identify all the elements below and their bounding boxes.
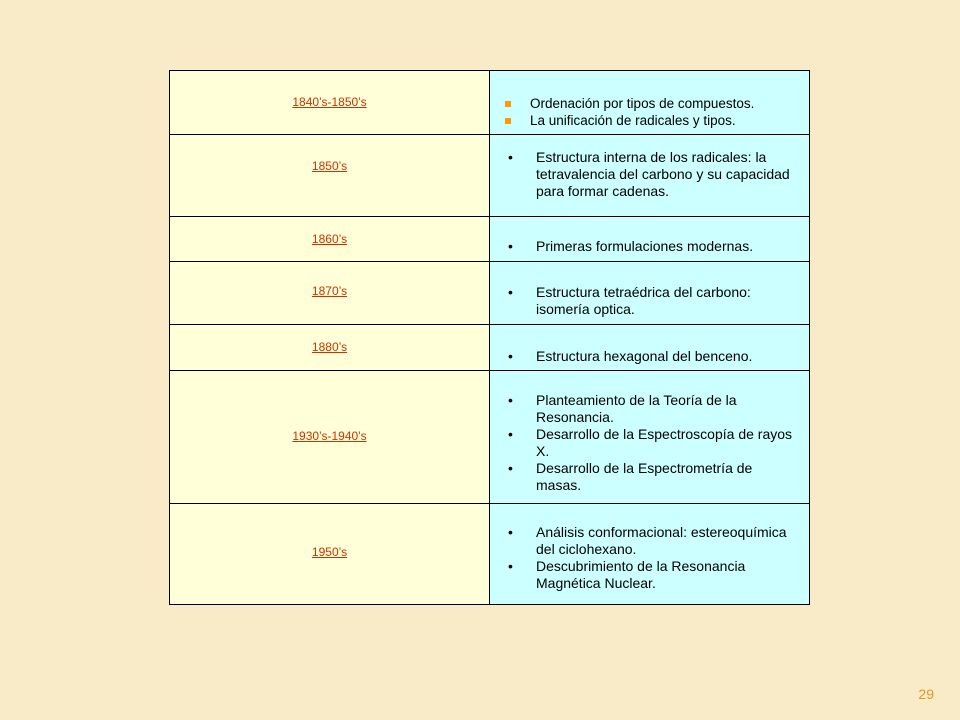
event-text: Planteamiento de la Teoría de la Resonancia. xyxy=(536,392,737,425)
event-text: Desarrollo de la Espectrometría de masas. xyxy=(536,460,753,493)
square-bullet-icon xyxy=(505,118,511,124)
timeline-row xyxy=(170,262,810,325)
events-list xyxy=(490,149,809,200)
period-cell xyxy=(170,371,490,504)
event-item xyxy=(490,112,809,129)
events-list xyxy=(490,95,809,129)
events-cell xyxy=(490,371,810,504)
bullet-icon: • xyxy=(508,558,513,574)
event-text: La unificación de radicales y tipos. xyxy=(530,113,736,128)
events-list xyxy=(490,284,809,318)
bullet-icon: • xyxy=(508,392,513,408)
period-link[interactable]: 1840’s-1850’s xyxy=(292,95,367,109)
bullet-icon: • xyxy=(508,284,513,300)
bullet-icon: • xyxy=(508,460,513,476)
timeline-row xyxy=(170,217,810,262)
event-text: Estructura interna de los radicales: la tetravalencia del carbono y su capacidad para formar cadenas. xyxy=(536,149,790,199)
timeline-row xyxy=(170,71,810,135)
square-bullet-icon xyxy=(505,101,511,107)
event-item xyxy=(490,348,809,365)
bullet-icon: • xyxy=(508,149,513,165)
event-text: Análisis conformacional: estereoquímica del ciclohexano. xyxy=(536,524,787,557)
period-link[interactable]: 1870’s xyxy=(311,284,348,298)
period-cell xyxy=(170,217,490,262)
bullet-icon: • xyxy=(508,524,513,540)
timeline-table-body xyxy=(170,71,810,605)
event-item xyxy=(490,460,809,494)
event-item xyxy=(490,149,809,200)
timeline-row xyxy=(170,504,810,605)
events-cell xyxy=(490,217,810,262)
period-cell xyxy=(170,135,490,217)
events-list xyxy=(490,238,809,255)
event-item xyxy=(490,95,809,112)
event-item xyxy=(490,238,809,255)
event-item xyxy=(490,558,809,592)
period-link[interactable]: 1850’s xyxy=(311,159,348,173)
event-text: Estructura tetraédrica del carbono: isomería optica. xyxy=(536,284,751,317)
period-link[interactable]: 1930’s-1940’s xyxy=(292,429,367,443)
events-cell xyxy=(490,504,810,605)
page-number: 29 xyxy=(918,686,934,702)
event-text: Ordenación por tipos de compuestos. xyxy=(530,96,755,111)
period-cell xyxy=(170,262,490,325)
event-item xyxy=(490,392,809,426)
period-cell xyxy=(170,325,490,371)
events-list xyxy=(490,348,809,365)
event-text: Desarrollo de la Espectroscopía de rayos X. xyxy=(536,426,793,459)
timeline-row xyxy=(170,325,810,371)
bullet-icon: • xyxy=(508,426,513,442)
events-cell xyxy=(490,71,810,135)
events-list xyxy=(490,392,809,494)
timeline-row xyxy=(170,371,810,504)
event-text: Estructura hexagonal del benceno. xyxy=(536,348,753,364)
events-cell xyxy=(490,135,810,217)
events-cell xyxy=(490,262,810,325)
period-link[interactable]: 1880’s xyxy=(311,340,348,354)
bullet-icon: • xyxy=(508,238,513,254)
event-item xyxy=(490,426,809,460)
period-cell xyxy=(170,71,490,135)
events-cell xyxy=(490,325,810,371)
timeline-table xyxy=(169,70,810,605)
timeline-row xyxy=(170,135,810,217)
event-item xyxy=(490,284,809,318)
period-link[interactable]: 1950’s xyxy=(311,545,348,559)
period-cell xyxy=(170,504,490,605)
event-text: Primeras formulaciones modernas. xyxy=(536,238,754,254)
period-link[interactable]: 1860’s xyxy=(311,232,348,246)
event-item xyxy=(490,524,809,558)
bullet-icon: • xyxy=(508,348,513,364)
events-list xyxy=(490,524,809,592)
event-text: Descubrimiento de la Resonancia Magnética Nuclear. xyxy=(536,558,746,591)
